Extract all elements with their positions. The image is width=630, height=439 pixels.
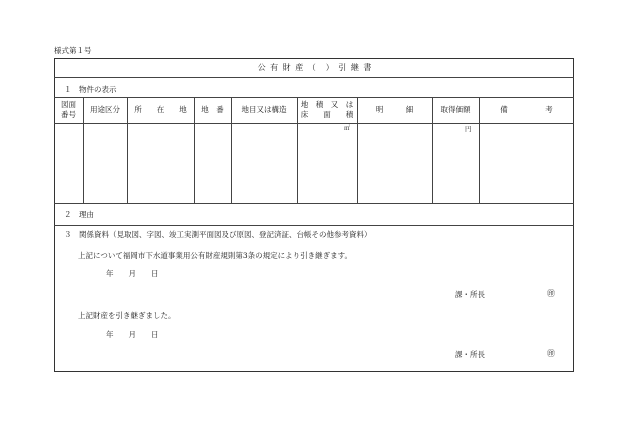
section-reason-heading: ２ 理由 [64,210,94,219]
form-title: 公 有 財 産 （ ） 引 継 書 [257,63,373,72]
statement-received: 上記財産を引き継ぎました。 [78,311,176,320]
reason-divider [54,225,574,226]
section-related-documents-heading: ３ 関係資料（見取図、字図、竣工実測平面図及び原図、登記済証、台帳その他参考資料） [64,230,372,239]
date-field-2: 年 月 日 [106,330,159,339]
seal-mark-2: ㊞ [547,349,555,358]
table-bottom-line [54,203,574,204]
title-divider [54,77,574,78]
col-header-remarks: 備 考 [500,105,553,114]
form-number: 様式第１号 [54,46,92,55]
col-header-lot-number: 地 番 [201,105,224,114]
col-header-drawing-number: 図面 番号 [61,100,76,119]
col-header-land-category: 地目又は構造 [241,105,287,114]
col-header-details: 明 細 [375,105,414,114]
col-header-location: 所 在 地 [134,105,187,114]
seal-mark-1: ㊞ [547,289,555,298]
col-header-acquisition-price: 取得価額 [440,105,471,114]
col-header-area: 地 積 又 は 床 面 積 [300,100,354,119]
statement-transfer: 上記について福岡市下水道事業用公有財産規則第3条の規定により引き継ぎます。 [78,251,353,260]
office-manager-label-1: 課・所長 [455,290,485,299]
unit-yen: 円 [465,125,472,133]
table-header-line [54,123,574,124]
date-field-1: 年 月 日 [106,269,159,278]
unit-square-meter: ㎡ [344,125,351,132]
office-manager-label-2: 課・所長 [455,350,485,359]
section-property-heading: １ 物件の表示 [64,85,117,94]
col-header-usage-category: 用途区分 [90,105,120,114]
